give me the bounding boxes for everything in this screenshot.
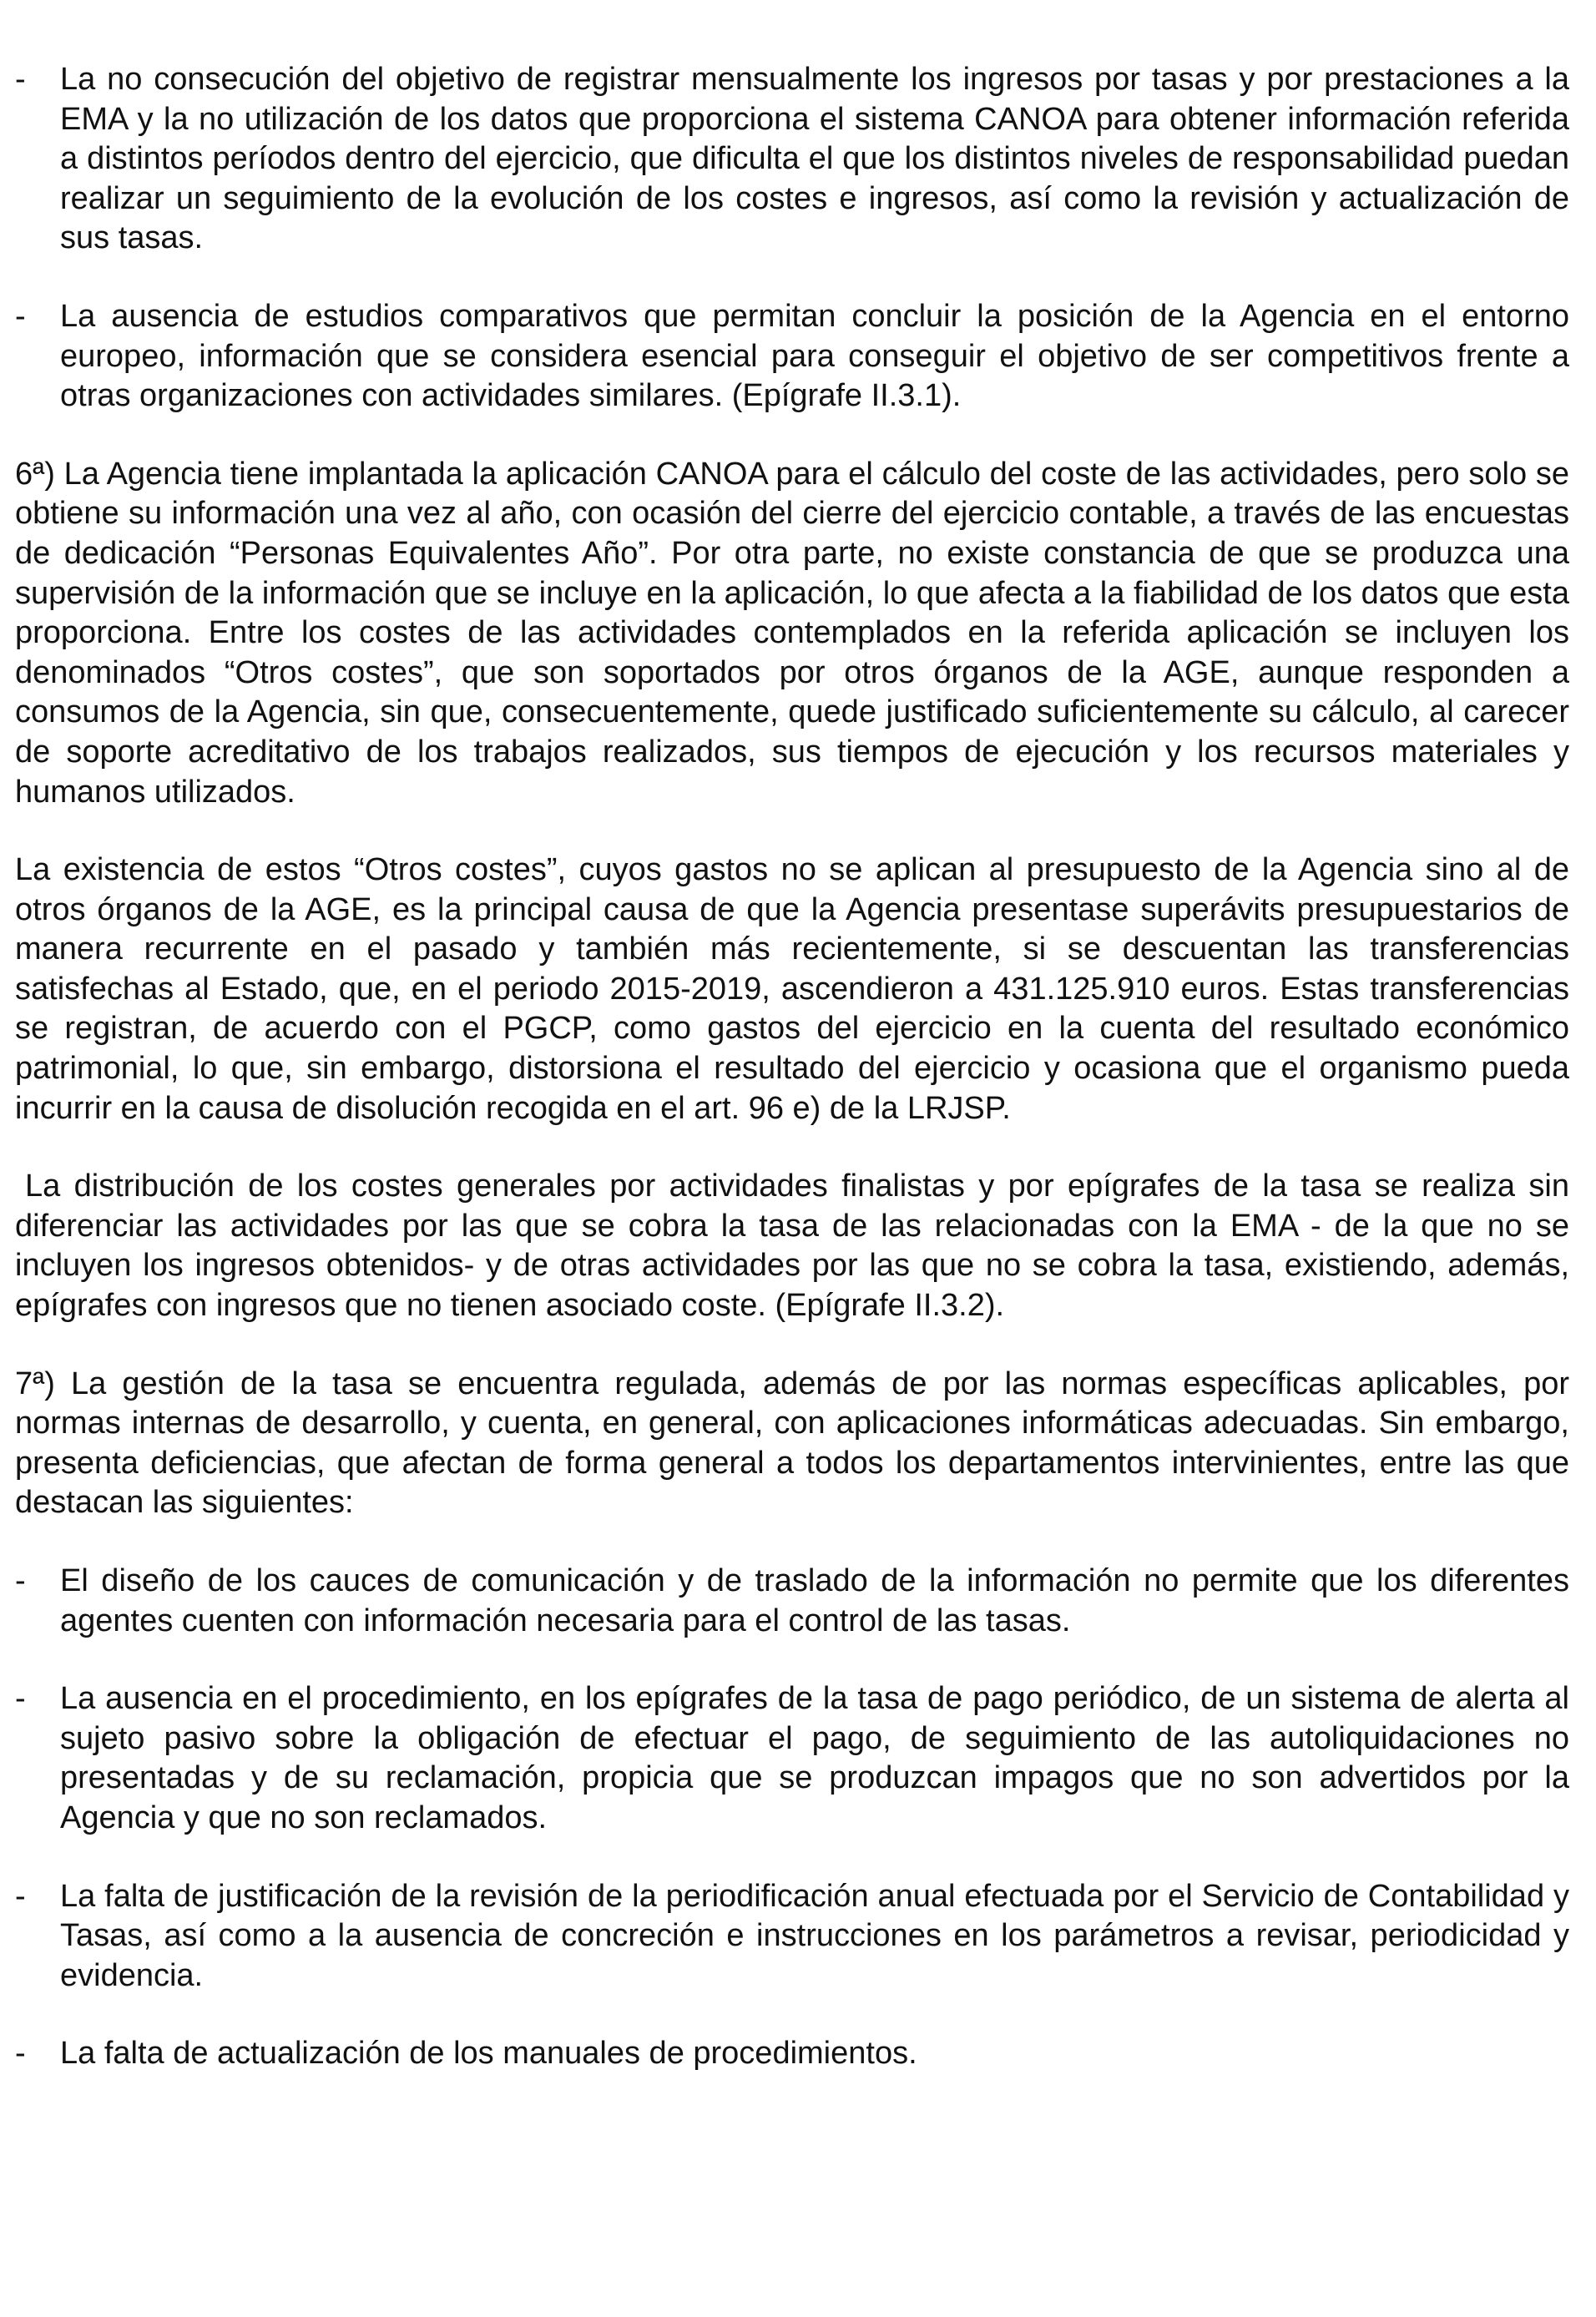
- bullet-item-sistema-alerta: [15, 1679, 1569, 1838]
- bullet-item-periodificacion: [15, 1877, 1569, 1996]
- bullet-text: La falta de actualización de los manuales de procedimientos.: [60, 2036, 917, 2072]
- bullet-text: El diseño de los cauces de comunicación y de traslado de la información no permite que los diferentes agentes cuenten con información necesaria para el control de las tasas.: [60, 1563, 1569, 1638]
- paragraph-otros-costes: La existencia de estos “Otros costes”, cuyos gastos no se aplican al presupuesto de la Agencia sino al de otros órganos de la AGE, es la principal causa de que la Agencia presentase superávits presupuestarios de manera recurrente en el pasado y también más recientemente, si se descuentan las transferencias satisfechas al Estado, que, en el periodo 2015-2019, ascendieron a 431.125.910 euros. Estas transferencias se registran, de acuerdo con el PGCP, como gastos del ejercicio en la cuenta del resultado económico patrimonial, lo que, sin embargo, distorsiona el resultado del ejercicio y ocasiona que el organismo pueda incurrir en la causa de disolución recogida en el art. 96 e) de la LRJSP.: [15, 852, 1569, 1126]
- paragraph-distribucion-costes: La distribución de los costes generales por actividades finalistas y por epígrafes de la tasa se realiza sin diferenciar las actividades por las que se cobra la tasa de las relacionadas con la EMA - de la que no se incluyen los ingresos obtenidos- y de otras actividades por las que no se cobra la tasa, existiendo, además, epígrafes con ingresos que no tienen asociado coste. (Epígrafe II.3.2).: [15, 1169, 1569, 1324]
- bullet-dash: -: [15, 1563, 26, 1598]
- document-page: [15, 60, 1569, 2113]
- bullet-text: La ausencia de estudios comparativos que permitan concluir la posición de la Agencia en el entorno europeo, información que se considera esencial para conseguir el objetivo de ser competitivos frente a otras organizaciones con actividades similares. (Epígrafe II.3.1).: [60, 298, 1569, 414]
- bullet-item-registro-mensual: [15, 60, 1569, 259]
- bullet-item-manuales: [15, 2034, 1569, 2074]
- bullet-dash: -: [15, 1878, 26, 1914]
- bullet-item-cauces-comunicacion: [15, 1562, 1569, 1641]
- bullet-dash: -: [15, 1681, 26, 1717]
- bullet-text: La falta de justificación de la revisión de la periodificación anual efectuada por el Servicio de Contabilidad y Tasas, así como a la ausencia de concreción e instrucciones en los parámetros a revisar, periodicidad y evidencia.: [60, 1878, 1569, 1993]
- bullet-text: La no consecución del objetivo de registrar mensualmente los ingresos por tasas y por prestaciones a la EMA y la no utilización de los datos que proporciona el sistema CANOA para obtener información referida a distintos períodos dentro del ejercicio, que dificulta el que los distintos niveles de responsabilidad puedan realizar un seguimiento de la evolución de los costes e ingresos, así como la revisión y actualización de sus tasas.: [60, 62, 1569, 256]
- bullet-item-estudios-comparativos: [15, 297, 1569, 416]
- paragraph-conclusion-7: 7ª) La gestión de la tasa se encuentra regulada, además de por las normas específicas aplicables, por normas internas de desarrollo, y cuenta, en general, con aplicaciones informáticas adecuadas. Sin embargo, presenta deficiencias, que afectan de forma general a todos los departamentos intervinientes, entre las que destacan las siguientes:: [15, 1365, 1569, 1521]
- bullet-text: La ausencia en el procedimiento, en los epígrafes de la tasa de pago periódico, de un sistema de alerta al sujeto pasivo sobre la obligación de efectuar el pago, de seguimiento de las autoliquidaciones no presentadas y de su reclamación, propicia que se produzcan impagos que no son advertidos por la Agencia y que no son reclamados.: [60, 1681, 1569, 1835]
- bullet-dash: -: [15, 298, 26, 334]
- bullet-dash: -: [15, 2036, 26, 2072]
- bullet-dash: -: [15, 62, 26, 97]
- paragraph-conclusion-6: 6ª) La Agencia tiene implantada la aplicación CANOA para el cálculo del coste de las actividades, pero solo se obtiene su información una vez al año, con ocasión del cierre del ejercicio contable, a través de las encuestas de dedicación “Personas Equivalentes Año”. Por otra parte, no existe constancia de que se produzca una supervisión de la información que se incluye en la aplicación, lo que afecta a la fiabilidad de los datos que esta proporciona. Entre los costes de las actividades contemplados en la referida aplicación se incluyen los denominados “Otros costes”, que son soportados por otros órganos de la AGE, aunque responden a consumos de la Agencia, sin que, consecuentemente, quede justificado suficientemente su cálculo, al carecer de soporte acreditativo de los trabajos realizados, sus tiempos de ejecución y los recursos materiales y humanos utilizados.: [15, 456, 1569, 810]
